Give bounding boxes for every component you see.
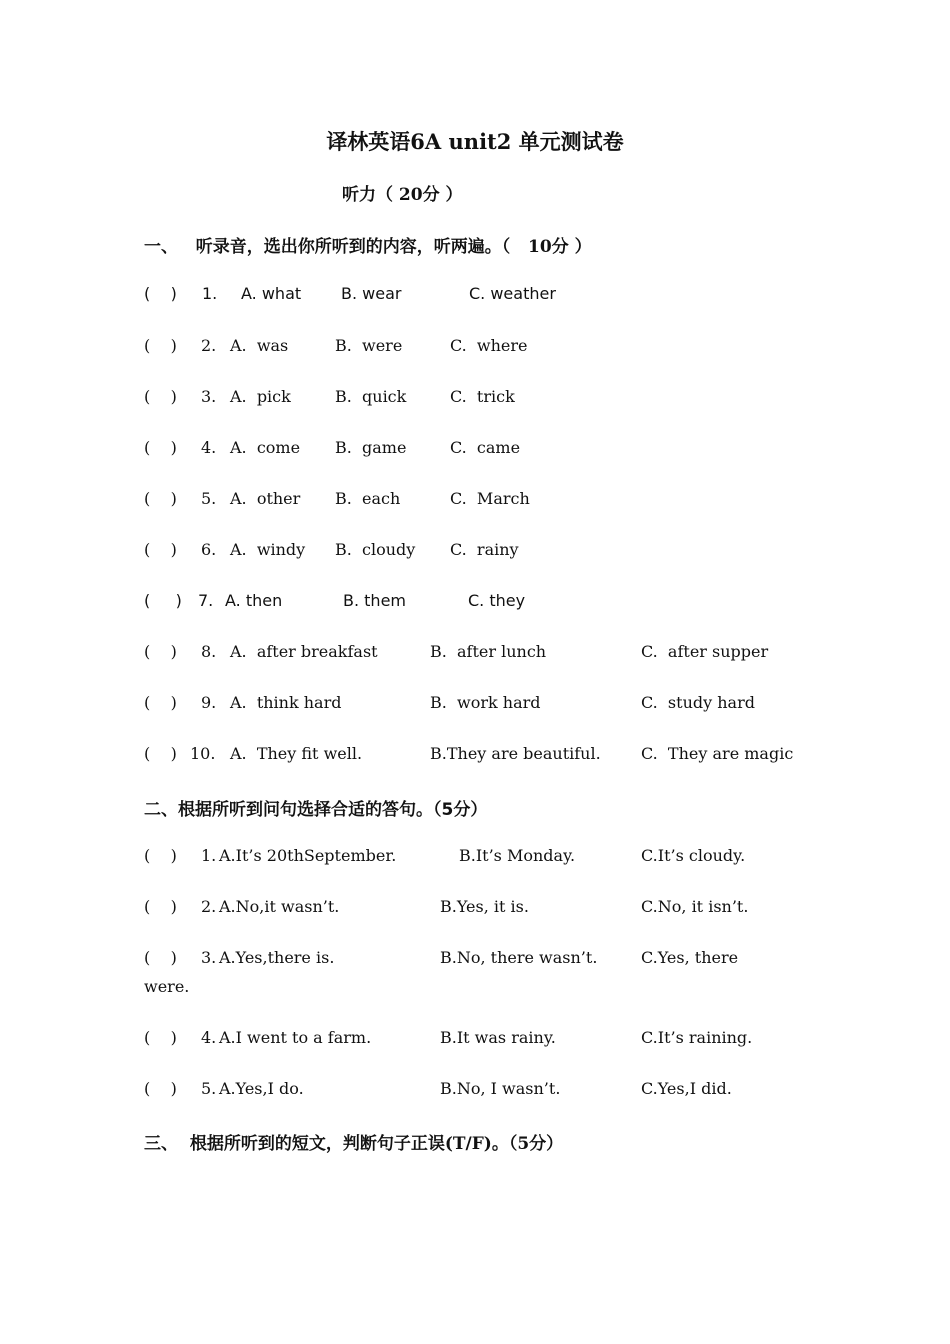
answer-blank: ( ) [144, 438, 177, 457]
option-b: B.No, I wasn’t. [440, 1079, 561, 1098]
question-row [144, 336, 844, 360]
answer-blank: ( ) [144, 948, 177, 967]
option-c: C. after supper [641, 642, 769, 661]
option-b: B. work hard [430, 693, 541, 712]
option-b: B. were [335, 336, 403, 355]
option-a: A.No,it wasn’t. [219, 897, 340, 916]
answer-blank: ( ) [144, 846, 177, 865]
option-b: B.It’s Monday. [459, 846, 576, 865]
option-c: C. came [450, 438, 521, 457]
question-row [144, 1079, 844, 1103]
answer-blank: ( ) [144, 1079, 177, 1098]
question-number: 2. [201, 897, 217, 916]
question-row [144, 591, 844, 615]
question-number: 3. [201, 387, 217, 406]
question-row [144, 846, 844, 870]
option-c: C. weather [469, 284, 556, 303]
option-a: A. windy [230, 540, 306, 559]
question-number: 1. [202, 284, 218, 303]
option-b: B. cloudy [335, 540, 416, 559]
option-c: C.Yes, there [641, 948, 739, 967]
option-a: A. They fit well. [230, 744, 363, 763]
question-row [144, 540, 844, 564]
option-c: C. trick [450, 387, 515, 406]
answer-blank: ( ) [144, 591, 182, 610]
option-a: A.It’s 20thSeptember. [219, 846, 397, 865]
answer-blank: ( ) [144, 744, 177, 763]
option-a: A.I went to a farm. [219, 1028, 372, 1047]
question-number: 2. [201, 336, 217, 355]
question-number: 1. [201, 846, 217, 865]
answer-blank: ( ) [144, 693, 177, 712]
question-row [144, 1028, 844, 1052]
answer-blank: ( ) [144, 284, 177, 303]
option-b: B.No, there wasn’t. [440, 948, 598, 967]
option-c: C. they [468, 591, 526, 610]
option-c: C. March [450, 489, 530, 508]
question-number: 9. [201, 693, 217, 712]
question-row [144, 489, 844, 513]
question-number: 3. [201, 948, 217, 967]
option-b: B.They are beautiful. [430, 744, 601, 763]
question-row [144, 642, 844, 666]
question-row [144, 744, 844, 768]
question-row [144, 693, 844, 717]
answer-blank: ( ) [144, 540, 177, 559]
option-a: A. was [230, 336, 289, 355]
question-row [144, 438, 844, 462]
option-c-continued: were. [144, 977, 190, 996]
question-number: 10. [190, 744, 216, 763]
option-b: B. each [335, 489, 401, 508]
option-c: C.It’s cloudy. [641, 846, 746, 865]
question-number: 4. [201, 438, 217, 457]
answer-blank: ( ) [144, 489, 177, 508]
question-number: 4. [201, 1028, 217, 1047]
option-b: B.Yes, it is. [440, 897, 529, 916]
option-b: B. game [335, 438, 407, 457]
answer-blank: ( ) [144, 336, 177, 355]
question-row [144, 897, 844, 921]
option-c: C.No, it isn’t. [641, 897, 749, 916]
page-title: 译林英语6A unit2 单元测试卷 [326, 129, 624, 154]
question-row [144, 387, 844, 411]
option-a: A. after breakfast [230, 642, 378, 661]
option-c: C. They are magic [641, 744, 794, 763]
option-a: A. think hard [230, 693, 342, 712]
option-c: C. rainy [450, 540, 519, 559]
option-c: C. where [450, 336, 528, 355]
question-number: 5. [201, 1079, 217, 1098]
option-a: A.Yes,there is. [219, 948, 335, 967]
question-number: 7. [198, 591, 214, 610]
section2-heading: 二、根据所听到问句选择合适的答句。（5分） [144, 800, 488, 820]
option-a: A. then [225, 591, 283, 610]
option-a: A. other [230, 489, 301, 508]
option-a: A. pick [230, 387, 291, 406]
option-a: A. come [230, 438, 301, 457]
question-row [144, 284, 844, 308]
question-number: 6. [201, 540, 217, 559]
option-a: A.Yes,I do. [219, 1079, 304, 1098]
option-b: B. quick [335, 387, 407, 406]
section3-heading: 三、 根据所听到的短文，判断句子正误(T/F)。（5分） [144, 1134, 564, 1154]
answer-blank: ( ) [144, 642, 177, 661]
option-b: B. them [343, 591, 406, 610]
option-b: B.It was rainy. [440, 1028, 556, 1047]
option-c: C.Yes,I did. [641, 1079, 732, 1098]
option-b: B. after lunch [430, 642, 547, 661]
answer-blank: ( ) [144, 1028, 177, 1047]
answer-blank: ( ) [144, 387, 177, 406]
section1-heading: 一、 听录音，选出你所听到的内容，听两遍。（ 10分 ） [144, 237, 592, 257]
question-number: 8. [201, 642, 217, 661]
answer-blank: ( ) [144, 897, 177, 916]
question-number: 5. [201, 489, 217, 508]
listening-heading: 听力（ 20分 ） [342, 185, 463, 205]
option-c: C. study hard [641, 693, 755, 712]
question-row [144, 948, 844, 972]
option-c: C.It’s raining. [641, 1028, 753, 1047]
option-b: B. wear [341, 284, 402, 303]
option-a: A. what [241, 284, 302, 303]
